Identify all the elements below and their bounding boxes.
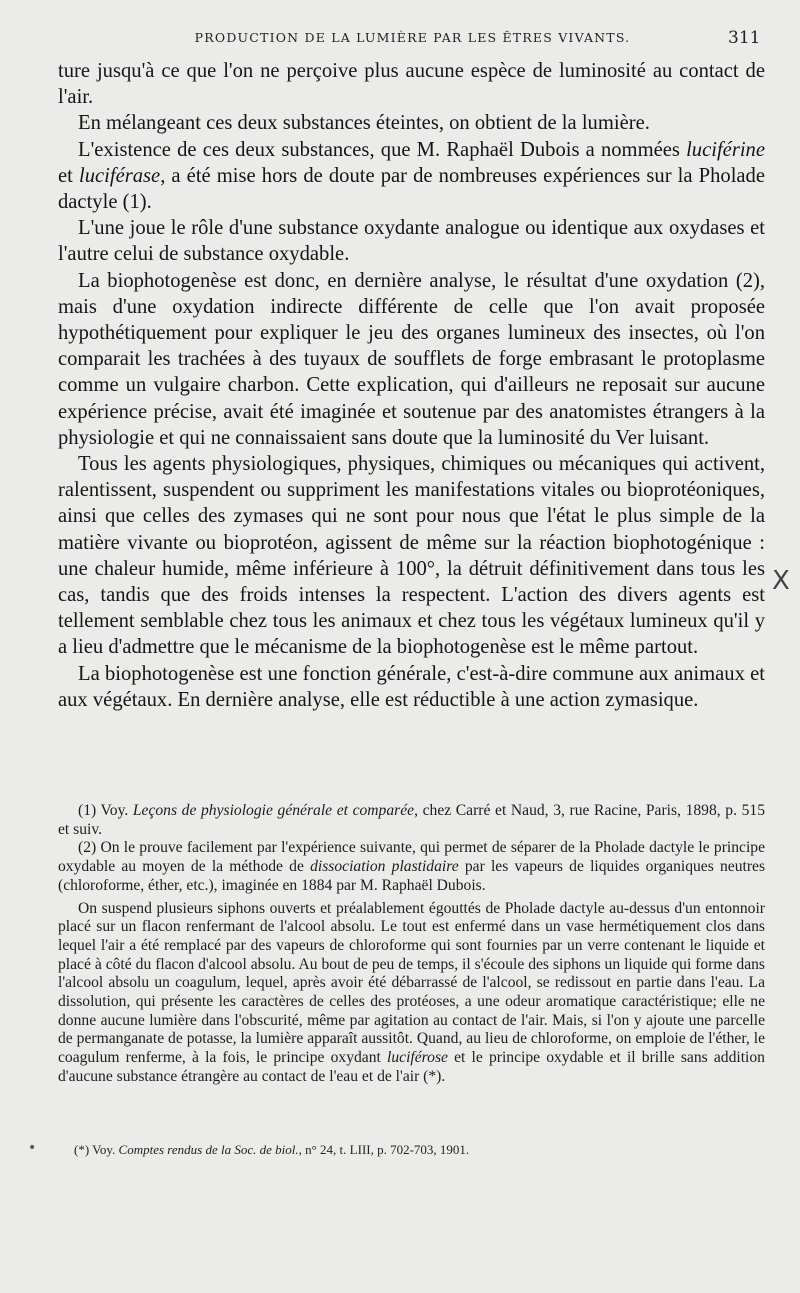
footnotes [58, 802, 765, 1087]
page-number: 311 [728, 28, 761, 48]
term-luciferine: luciférine [686, 138, 765, 161]
term-luciferose: luciférose [387, 1049, 448, 1067]
term-luciferase: luciférase [78, 164, 161, 187]
running-head: PRODUCTION DE LA LUMIÈRE PAR LES ÊTRES VIVANTS. [194, 30, 631, 45]
margin-dot-mark: • [28, 1140, 37, 1156]
paragraph: L'une joue le rôle d'une substance oxydante analogue ou identique aux oxydases et l'autre celui de substance oxydable. [58, 217, 765, 266]
text-run: On suspend plusieurs siphons ouverts et préalablement égouttés de Pholade dactyle au-dessus d'un entonnoir placé sur un flacon renfermant de l'alcool absolu. Le tout est enfermé dans un vase hermétiquement clos dans lequel l'air a été remplacé par des vapeurs de chloroforme qui sont fournies par un verre contenant le liquide et placé à côté du flacon d'alcool absolu. Au bout de peu de temps, il s'écoule des siphons un liquide qui forme dans l'alcool absolu un coagulum, lequel, après avoir été débarrassé de l'alcool, se redissout en partie dans l'eau. La dissolution, qui présente les caractères de celles des protéoses, a une odeur aromatique caractéristique; elle ne donne aucune lumière dans l'obscurité, même par agitation au contact de l'air. Mais, si l'on y ajoute une parcelle de permanganate de potasse, la lumière apparaît aussitôt. Quand, au lieu de chloroforme, on emploie de l'éther, le coagulum renferme, à la fois, le principe oxydant [58, 899, 765, 1067]
text-run: et le principe oxydable et il brille sans addition d'aucune substance étrangère au contact de l'eau et de l'air (*). [58, 1049, 765, 1085]
footnote-2 [58, 839, 765, 895]
cited-title: Leçons de physiologie générale et comparée [132, 802, 415, 819]
paragraph: Tous les agents physiologiques, physiques, chimiques ou mécaniques qui activent, ralentissent, suspendent ou suppriment les manifestations vitales ou bioprotéoniques, ainsi que celles des zymases qui ne sont pour nous que l'état le plus simple de la matière vivante ou bioprotéon, agissent de même sur la réaction biophotogénique : une chaleur humide, même inférieure à 100°, la détruit définitivement dans tous les cas, tandis que des froids intenses la respectent. L'action des divers agents est tellement semblable chez tous les animaux et chez tous les végétaux lumineux qu'il y a lieu d'admettre que le mécanisme de la biophotogenèse est le même partout. [58, 453, 765, 659]
text-run: (*) Voy. [74, 1142, 119, 1157]
subnote [58, 1142, 765, 1158]
text-run: L'existence de ces deux substances, que M. Raphaël Dubois a nommées [78, 138, 687, 161]
text-run: et [58, 164, 79, 187]
text-run: , n° 24, t. LIII, p. 702-703, 1901. [298, 1142, 470, 1157]
main-text [58, 58, 765, 713]
cited-title: Comptes rendus de la Soc. de biol. [118, 1142, 299, 1157]
paragraph-continued: ture jusqu'à ce que l'on ne perçoive plus aucune espèce de luminosité au contact de l'air. [58, 60, 765, 109]
margin-x-mark: X [772, 566, 790, 596]
text-run: , chez Carré et Naud, 3, rue Racine, Paris, 1898, p. 515 et suiv. [58, 802, 765, 838]
method-name: dissociation plastidaire [310, 858, 459, 876]
paragraph: La biophotogenèse est une fonction générale, c'est-à-dire commune aux animaux et aux végétaux. En dernière analyse, elle est réductible à une action zymasique. [58, 662, 765, 711]
paragraph-luciferine [58, 137, 765, 216]
paragraph: En mélangeant ces deux substances éteintes, on obtient de la lumière. [78, 112, 650, 135]
text-run: (2) On le prouve facilement par l'expérience suivante, qui permet de séparer de la Pholade dactyle le principe oxydable au moyen de la méthode de [58, 839, 765, 876]
text-run: (1) Voy. [78, 802, 133, 819]
footnote-1 [58, 802, 765, 839]
footnote-2-experiment [58, 900, 765, 1087]
paragraph: La biophotogenèse est donc, en dernière analyse, le résultat d'une oxydation (2), mais d'une oxydation indirecte différente de celle que l'on avait proposée hypothétiquement pour expliquer le jeu des organes lumineux des insectes, où l'on comparait les trachées à des tuyaux de soufflets de forge embrasant le protoplasme comme un vulgaire charbon. Cette explication, qui d'ailleurs ne reposait sur aucune expérience précise, avait été imaginée et soutenue par des anatomistes étrangers à la physiologie et qui ne connaissaient sans doute que la luminosité du Ver luisant. [58, 269, 765, 449]
text-run: par les vapeurs de liquides organiques neutres (chloroforme, éther, etc.), imaginée en 1884 par M. Raphaël Dubois. [58, 858, 766, 894]
text-run: , a été mise hors de doute par de nombreuses expériences sur la Pholade dactyle (1). [58, 164, 765, 214]
